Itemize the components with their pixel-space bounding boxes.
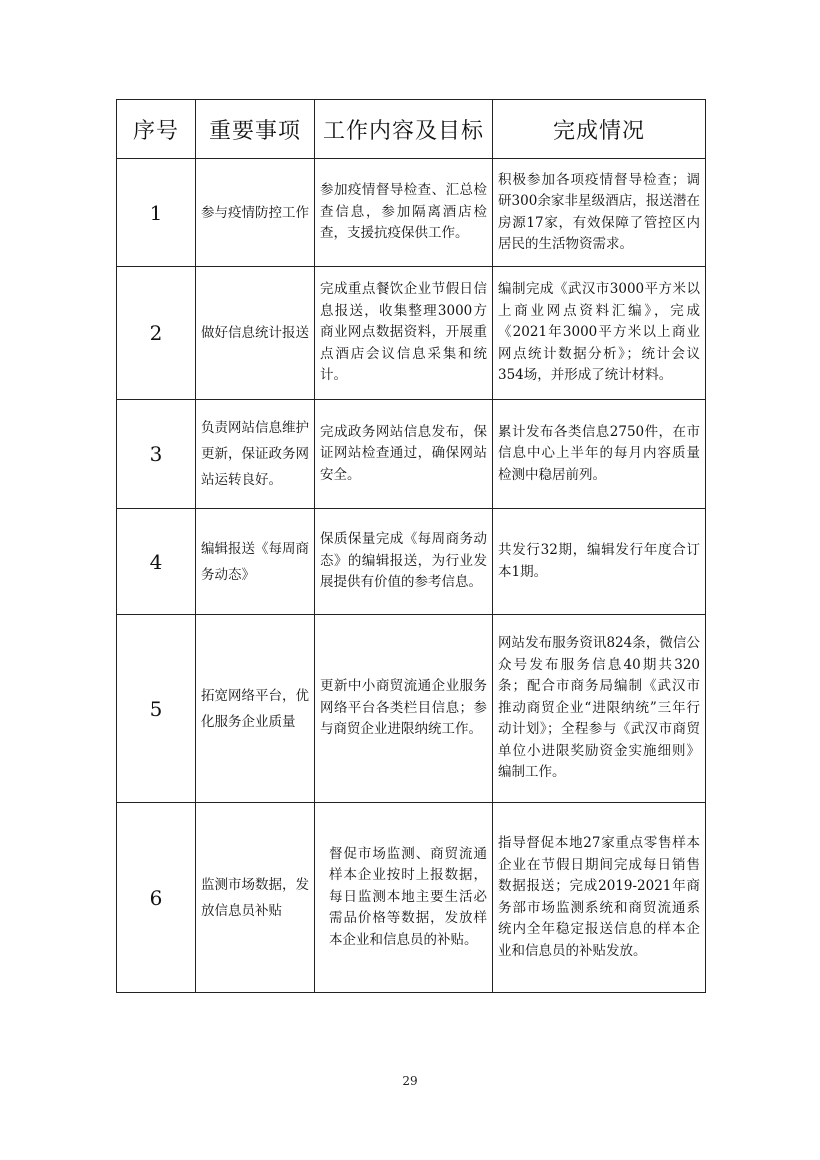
- row-status: 指导督促本地27家重点零售样本企业在节假日期间完成每日销售数据报送；完成2019-2021年商务部市场监测系统和商贸流通系统内全年稳定报送信息的样本企业和信息员的补贴发放。: [493, 803, 706, 993]
- row-content: 督促市场监测、商贸流通样本企业按时上报数据，每日监测本地主要生活必需品价格等数据，发放样本企业和信息员的补贴。: [315, 803, 493, 993]
- row-seq: 2: [117, 267, 196, 400]
- row-content: 保质保量完成《每周商务动态》的编辑报送，为行业发展提供有价值的参考信息。: [315, 509, 493, 615]
- row-seq: 4: [117, 509, 196, 615]
- row-status: 编制完成《武汉市3000平方米以上商业网点资料汇编》，完成《2021年3000平方米以上商业网点统计数据分析》；统计会议354场，并形成了统计材料。: [493, 267, 706, 400]
- header-seq: 序号: [117, 100, 196, 159]
- table-row: [117, 400, 706, 509]
- header-content: 工作内容及目标: [315, 100, 493, 159]
- row-item: 负责网站信息维护更新，保证政务网站运转良好。: [196, 400, 315, 509]
- table-row: [117, 267, 706, 400]
- work-summary-table: [116, 99, 706, 993]
- row-item: 监测市场数据，发放信息员补贴: [196, 803, 315, 993]
- row-status: 累计发布各类信息2750件，在市信息中心上半年的每月内容质量检测中稳居前列。: [493, 400, 706, 509]
- row-seq: 6: [117, 803, 196, 993]
- header-status: 完成情况: [493, 100, 706, 159]
- row-seq: 3: [117, 400, 196, 509]
- page-number: 29: [402, 1074, 418, 1088]
- row-seq: 1: [117, 159, 196, 267]
- row-content: 完成重点餐饮企业节假日信息报送，收集整理3000方商业网点数据资料，开展重点酒店会议信息采集和统计。: [315, 267, 493, 400]
- row-status: 积极参加各项疫情督导检查；调研300余家非星级酒店，报送潜在房源17家，有效保障了管控区内居民的生活物资需求。: [493, 159, 706, 267]
- table-row: [117, 159, 706, 267]
- row-content: 完成政务网站信息发布，保证网站检查通过，确保网站安全。: [315, 400, 493, 509]
- row-item: 做好信息统计报送: [196, 267, 315, 400]
- row-status: 共发行32期，编辑发行年度合订本1期。: [493, 509, 706, 615]
- table-row: [117, 803, 706, 993]
- table-row: [117, 509, 706, 615]
- row-item: 参与疫情防控工作: [196, 159, 315, 267]
- row-item: 拓宽网络平台，优化服务企业质量: [196, 615, 315, 803]
- table-header-row: [117, 100, 706, 159]
- row-item: 编辑报送《每周商务动态》: [196, 509, 315, 615]
- row-content: 更新中小商贸流通企业服务网络平台各类栏目信息；参与商贸企业进限纳统工作。: [315, 615, 493, 803]
- table-row: [117, 615, 706, 803]
- row-content: 参加疫情督导检查、汇总检查信息，参加隔离酒店检查，支援抗疫保供工作。: [315, 159, 493, 267]
- row-seq: 5: [117, 615, 196, 803]
- header-item: 重要事项: [196, 100, 315, 159]
- row-status: 网站发布服务资讯824条，微信公众号发布服务信息40期共320条；配合市商务局编制《武汉市推动商贸企业“进限纳统”三年行动计划》；全程参与《武汉市商贸单位小进限奖励资金实施细则》编制工作。: [493, 615, 706, 803]
